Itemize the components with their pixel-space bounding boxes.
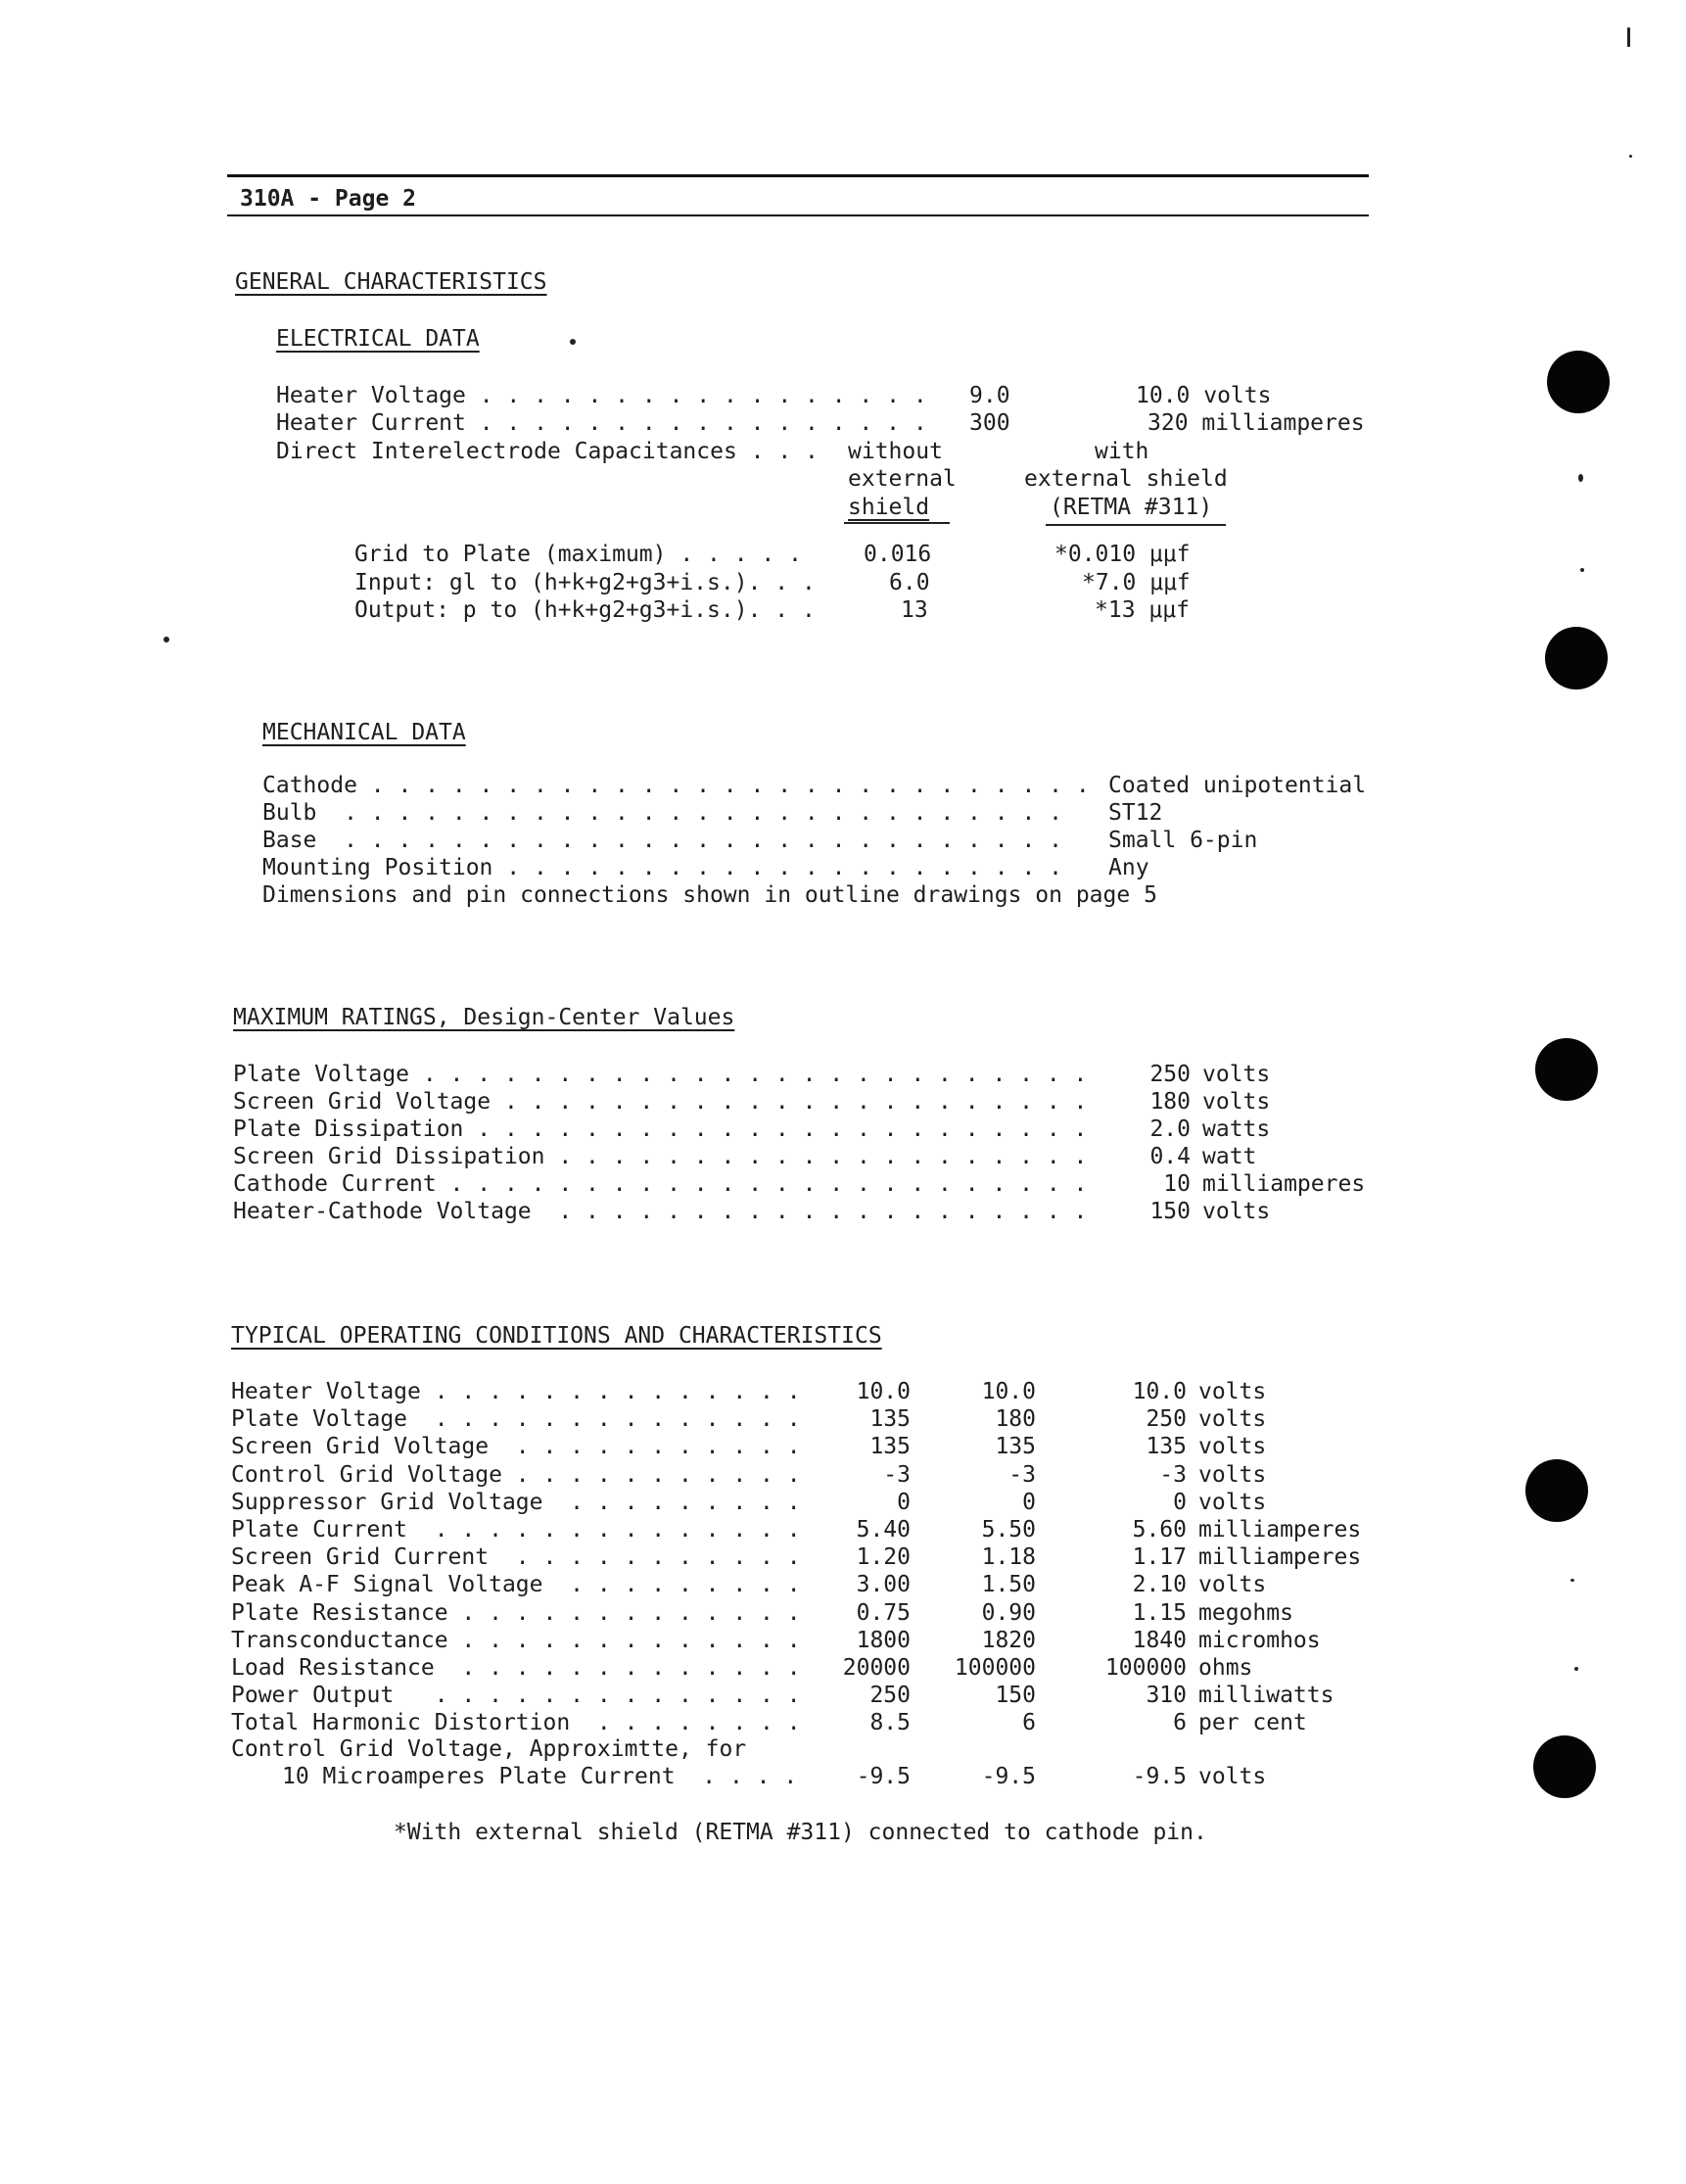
typical-last-b: -9.5: [981, 1764, 1036, 1789]
cap-row-grid-plate-label: Grid to Plate (maximum) . . . . .: [354, 542, 802, 567]
typical-row-value-b: -3: [1008, 1462, 1036, 1488]
typical-row-unit: volts: [1198, 1434, 1267, 1459]
header-bottom-rule: [227, 214, 1369, 216]
mech-bulb-value: ST12: [1108, 800, 1163, 826]
max-plate-voltage-unit: volts: [1202, 1062, 1271, 1087]
typical-row-value-a: 135: [869, 1406, 911, 1432]
typical-row-label: Plate Voltage . . . . . . . . . . . . . .: [231, 1406, 801, 1432]
cap-row-output-label: Output: p to (h+k+g2+g3+i.s.). . .: [354, 597, 816, 623]
cap-row-input-label: Input: gl to (h+k+g2+g3+i.s.). . .: [354, 570, 816, 595]
typical-row-value-c: 10.0: [1132, 1379, 1187, 1404]
punch-hole-1: [1547, 351, 1610, 413]
mech-base-label: Base . . . . . . . . . . . . . . . . . . . . . . . . . . .: [262, 828, 1062, 853]
max-heater-cathode-label: Heater-Cathode Voltage . . . . . . . . . . . . . . . . . . . .: [233, 1199, 1088, 1224]
typical-row-label: Screen Grid Voltage . . . . . . . . . . .: [231, 1434, 801, 1459]
mech-base-value: Small 6-pin: [1108, 828, 1258, 853]
typical-row-unit: milliwatts: [1198, 1683, 1335, 1708]
typical-row-value-c: 6: [1173, 1710, 1187, 1735]
cap-row-input-v2: *7.0 μμf: [1082, 570, 1191, 595]
typical-row-label: Load Resistance . . . . . . . . . . . . .: [231, 1655, 801, 1681]
typical-row-value-c: -3: [1159, 1462, 1187, 1488]
typical-row-label: Plate Current . . . . . . . . . . . . . .: [231, 1517, 801, 1543]
typical-row-value-b: 180: [995, 1406, 1036, 1432]
typical-row-value-a: 1.20: [856, 1544, 911, 1570]
typical-row-label: Heater Voltage . . . . . . . . . . . . . .: [231, 1379, 801, 1404]
max-screen-voltage-num: 180: [1149, 1089, 1191, 1115]
typical-row-unit: micromhos: [1198, 1628, 1321, 1653]
punch-hole-5: [1533, 1735, 1596, 1798]
typical-row-value-b: 6: [1022, 1710, 1036, 1735]
heater-current-v2: 320 milliamperes: [1147, 410, 1365, 436]
cap-col1-line3: shield: [848, 495, 930, 520]
heater-voltage-v1: 9.0: [969, 383, 1010, 408]
max-plate-dissipation-label: Plate Dissipation . . . . . . . . . . . . . . . . . . . . . . .: [233, 1116, 1088, 1142]
max-cathode-current-num: 10: [1163, 1171, 1191, 1197]
typical-row-value-a: 5.40: [856, 1517, 911, 1543]
typical-last-label-2: 10 Microamperes Plate Current . . . .: [282, 1764, 798, 1789]
punch-hole-3: [1535, 1038, 1598, 1101]
typical-row-value-b: 0.90: [981, 1600, 1036, 1626]
typical-row-value-c: 1840: [1132, 1628, 1187, 1653]
typical-row-value-a: 250: [869, 1683, 911, 1708]
mech-mounting-label: Mounting Position . . . . . . . . . . . . . . . . . . . . .: [262, 855, 1062, 880]
max-cathode-current-unit: milliamperes: [1202, 1171, 1366, 1197]
cap-row-input-v1: 6.0: [889, 570, 930, 595]
scan-speck: [1627, 27, 1630, 47]
cap-row-grid-plate-v1: 0.016: [864, 542, 932, 567]
max-plate-dissipation-unit: watts: [1202, 1116, 1271, 1142]
typical-row-value-c: 310: [1146, 1683, 1187, 1708]
heater-voltage-label: Heater Voltage . . . . . . . . . . . . . . . . .: [276, 383, 927, 408]
heater-voltage-v2: 10.0 volts: [1136, 383, 1272, 408]
typical-row-unit: volts: [1198, 1572, 1267, 1597]
max-screen-dissipation-unit: watt: [1202, 1144, 1257, 1169]
typical-row-unit: milliamperes: [1198, 1517, 1362, 1543]
typical-row-value-b: 5.50: [981, 1517, 1036, 1543]
mech-dimensions-note: Dimensions and pin connections shown in outline drawings on page 5: [262, 882, 1157, 908]
cap-row-output-v2: *13 μμf: [1095, 597, 1190, 623]
typical-row-label: Peak A-F Signal Voltage . . . . . . . . .: [231, 1572, 801, 1597]
typical-row-label: Control Grid Voltage . . . . . . . . . . .: [231, 1462, 801, 1488]
cap-col2-underline: [1046, 524, 1226, 526]
section-heading-general: GENERAL CHARACTERISTICS: [235, 269, 547, 295]
typical-row-value-b: 150: [995, 1683, 1036, 1708]
typical-row-value-b: 100000: [954, 1655, 1036, 1681]
cap-col1-underline: [844, 522, 950, 524]
typical-last-a: -9.5: [856, 1764, 911, 1789]
scan-speck: [164, 637, 169, 642]
typical-row-value-a: 20000: [842, 1655, 911, 1681]
typical-row-value-b: 1.50: [981, 1572, 1036, 1597]
typical-row-unit: volts: [1198, 1462, 1267, 1488]
max-screen-voltage-unit: volts: [1202, 1089, 1271, 1115]
typical-row-label: Suppressor Grid Voltage . . . . . . . . .: [231, 1490, 801, 1515]
subheading-electrical: ELECTRICAL DATA: [276, 326, 480, 352]
mech-bulb-label: Bulb . . . . . . . . . . . . . . . . . . . . . . . . . . .: [262, 800, 1062, 826]
typical-row-value-b: 1.18: [981, 1544, 1036, 1570]
cap-col1-line2: external: [848, 466, 957, 492]
typical-row-unit: volts: [1198, 1379, 1267, 1404]
typical-row-value-c: 1.17: [1132, 1544, 1187, 1570]
cap-col1-line1: without: [848, 439, 943, 464]
max-screen-dissipation-num: 0.4: [1149, 1144, 1191, 1169]
cap-row-output-v1: 13: [901, 597, 928, 623]
typical-row-unit: megohms: [1198, 1600, 1293, 1626]
capacitances-label: Direct Interelectrode Capacitances . . .: [276, 439, 819, 464]
max-screen-voltage-label: Screen Grid Voltage . . . . . . . . . . . . . . . . . . . . . .: [233, 1089, 1088, 1115]
typical-row-unit: milliamperes: [1198, 1544, 1362, 1570]
typical-row-value-c: 1.15: [1132, 1600, 1187, 1626]
typical-row-value-c: 5.60: [1132, 1517, 1187, 1543]
header-top-rule: [227, 174, 1369, 177]
footnote: *With external shield (RETMA #311) connected to cathode pin.: [394, 1820, 1207, 1845]
typical-row-value-a: 1800: [856, 1628, 911, 1653]
scan-speck: [570, 339, 576, 345]
scan-speck: [1629, 155, 1632, 158]
heater-current-v1: 300: [969, 410, 1010, 436]
subheading-mechanical: MECHANICAL DATA: [262, 720, 466, 745]
typical-last-c: -9.5: [1132, 1764, 1187, 1789]
section-heading-max-ratings: MAXIMUM RATINGS, Design-Center Values: [233, 1005, 735, 1030]
cap-col2-line3: (RETMA #311): [1050, 495, 1213, 520]
typical-row-value-b: 135: [995, 1434, 1036, 1459]
max-cathode-current-label: Cathode Current . . . . . . . . . . . . . . . . . . . . . . . .: [233, 1171, 1088, 1197]
typical-row-value-a: -3: [883, 1462, 911, 1488]
typical-row-unit: per cent: [1198, 1710, 1307, 1735]
typical-row-value-c: 250: [1146, 1406, 1187, 1432]
typical-row-value-b: 1820: [981, 1628, 1036, 1653]
mech-mounting-value: Any: [1108, 855, 1149, 880]
scan-speck: [1570, 1579, 1574, 1582]
typical-row-value-c: 135: [1146, 1434, 1187, 1459]
typical-row-value-a: 3.00: [856, 1572, 911, 1597]
typical-row-value-b: 0: [1022, 1490, 1036, 1515]
max-screen-dissipation-label: Screen Grid Dissipation . . . . . . . . . . . . . . . . . . . .: [233, 1144, 1088, 1169]
typical-row-value-a: 135: [869, 1434, 911, 1459]
cap-col2-line2: external shield: [1024, 466, 1228, 492]
cap-col2-line1: with: [1095, 439, 1149, 464]
max-heater-cathode-unit: volts: [1202, 1199, 1271, 1224]
typical-row-value-c: 2.10: [1132, 1572, 1187, 1597]
typical-row-value-b: 10.0: [981, 1379, 1036, 1404]
typical-row-value-c: 0: [1173, 1490, 1187, 1515]
typical-row-value-c: 100000: [1104, 1655, 1187, 1681]
typical-row-unit: volts: [1198, 1406, 1267, 1432]
punch-hole-2: [1545, 627, 1608, 689]
max-plate-voltage-num: 250: [1149, 1062, 1191, 1087]
punch-hole-4: [1525, 1459, 1588, 1522]
scan-speck: [1580, 568, 1584, 572]
scan-speck: [1574, 1667, 1578, 1671]
typical-row-label: Total Harmonic Distortion . . . . . . . .: [231, 1710, 801, 1735]
typical-row-value-a: 8.5: [869, 1710, 911, 1735]
typical-last-label-1: Control Grid Voltage, Approximtte, for: [231, 1736, 747, 1762]
typical-row-label: Power Output . . . . . . . . . . . . . .: [231, 1683, 801, 1708]
typical-row-value-a: 0: [897, 1490, 911, 1515]
page-header-title: 310A - Page 2: [240, 186, 417, 212]
cap-row-grid-plate-v2: *0.010 μμf: [1054, 542, 1191, 567]
max-plate-voltage-label: Plate Voltage . . . . . . . . . . . . . . . . . . . . . . . . .: [233, 1062, 1088, 1087]
typical-row-label: Plate Resistance . . . . . . . . . . . . .: [231, 1600, 801, 1626]
mech-cathode-label: Cathode . . . . . . . . . . . . . . . . . . . . . . . . . . .: [262, 773, 1090, 798]
section-heading-typical: TYPICAL OPERATING CONDITIONS AND CHARACTERISTICS: [231, 1323, 882, 1349]
typical-row-label: Transconductance . . . . . . . . . . . . .: [231, 1628, 801, 1653]
typical-row-value-a: 10.0: [856, 1379, 911, 1404]
heater-current-label: Heater Current . . . . . . . . . . . . . . . . .: [276, 410, 927, 436]
typical-row-label: Screen Grid Current . . . . . . . . . . .: [231, 1544, 801, 1570]
max-heater-cathode-num: 150: [1149, 1199, 1191, 1224]
typical-row-value-a: 0.75: [856, 1600, 911, 1626]
mech-cathode-value: Coated unipotential: [1108, 773, 1367, 798]
typical-last-unit: volts: [1198, 1764, 1267, 1789]
typical-row-unit: ohms: [1198, 1655, 1253, 1681]
max-plate-dissipation-num: 2.0: [1149, 1116, 1191, 1142]
typical-row-unit: volts: [1198, 1490, 1267, 1515]
scan-speck: [1578, 474, 1583, 482]
